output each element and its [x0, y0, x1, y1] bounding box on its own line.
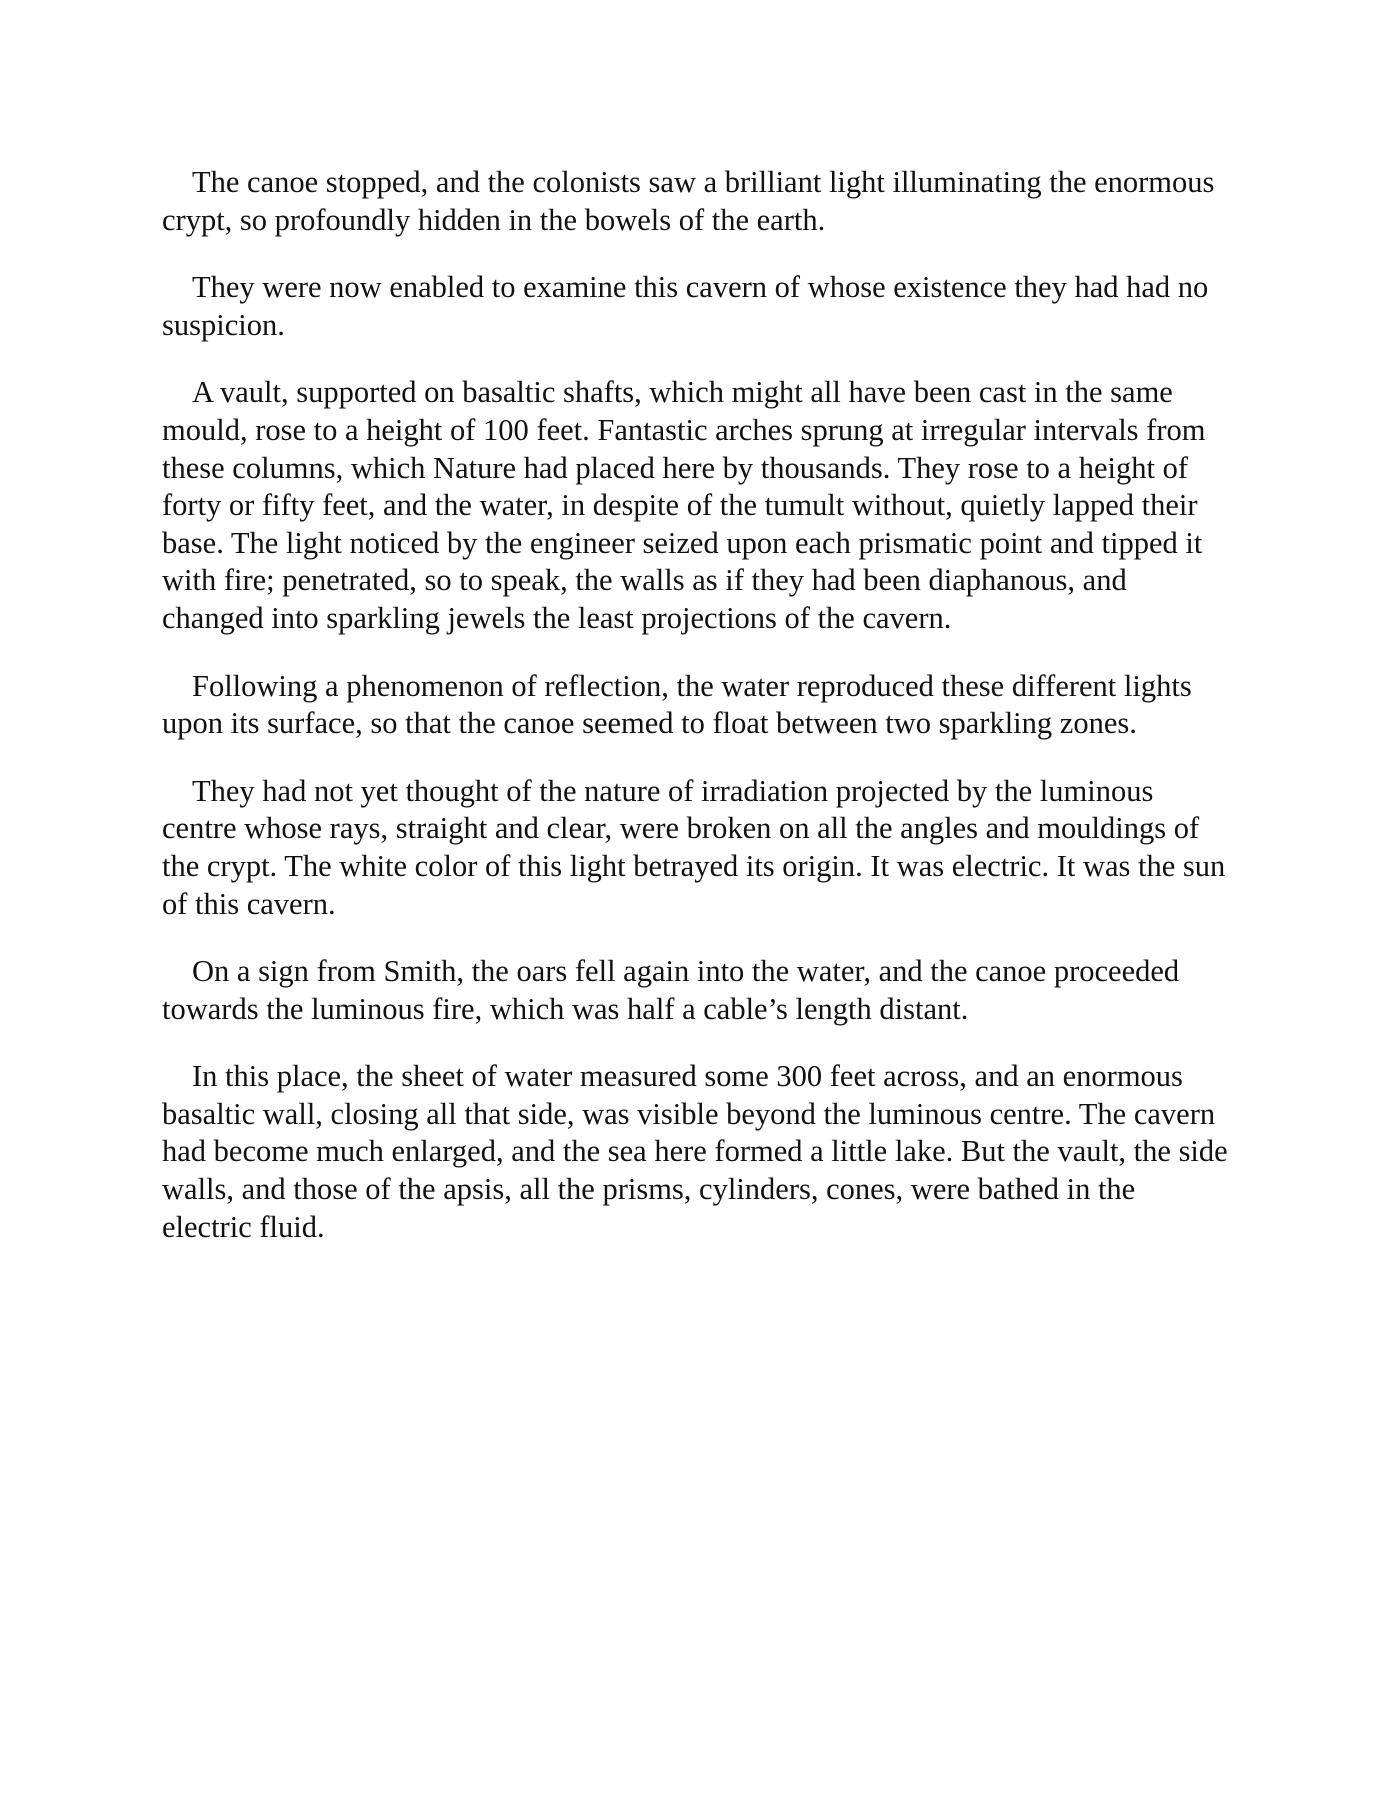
paragraph: A vault, supported on basaltic shafts, which might all have been cast in the same mould, rose to a height of 100 feet. Fantastic arches sprung at irregular intervals from these columns, which Nature had placed here by thousands. They rose to a height of forty or fifty feet, and the water, in despite of the tumult without, quietly lapped their base. The light noticed by the engineer seized upon each prismatic point and tipped it with fire; penetrated, so to speak, the walls as if they had been diaphanous, and changed into sparkling jewels the least projections of the cavern.	[162, 375, 1206, 635]
paragraph: They were now enabled to examine this cavern of whose existence they had had no suspicion.	[162, 270, 1209, 342]
paragraph: They had not yet thought of the nature of irradiation projected by the luminous centre whose rays, straight and clear, were broken on all the angles and mouldings of the crypt. The white color of this light betrayed its origin. It was electric. It was the sun of this cavern.	[162, 773, 1226, 921]
paragraph: On a sign from Smith, the oars fell again into the water, and the canoe proceeded towards the luminous fire, which was half a cable’s length distant.	[162, 954, 1180, 1026]
paragraph: In this place, the sheet of water measured some 300 feet across, and an enormous basaltic wall, closing all that side, was visible beyond the luminous centre. The cavern had become much enlarged, and the sea here formed a little lake. But the vault, the side walls, and those of the apsis, all the prisms, cylinders, cones, were bathed in the electric fluid.	[162, 1059, 1228, 1244]
paragraph: The canoe stopped, and the colonists saw a brilliant light illuminating the enormous crypt, so profoundly hidden in the bowels of the earth.	[162, 165, 1215, 237]
body-text	[162, 164, 1232, 1276]
paragraph: Following a phenomenon of reflection, the water reproduced these different lights upon its surface, so that the canoe seemed to float between two sparkling zones.	[162, 668, 1192, 741]
